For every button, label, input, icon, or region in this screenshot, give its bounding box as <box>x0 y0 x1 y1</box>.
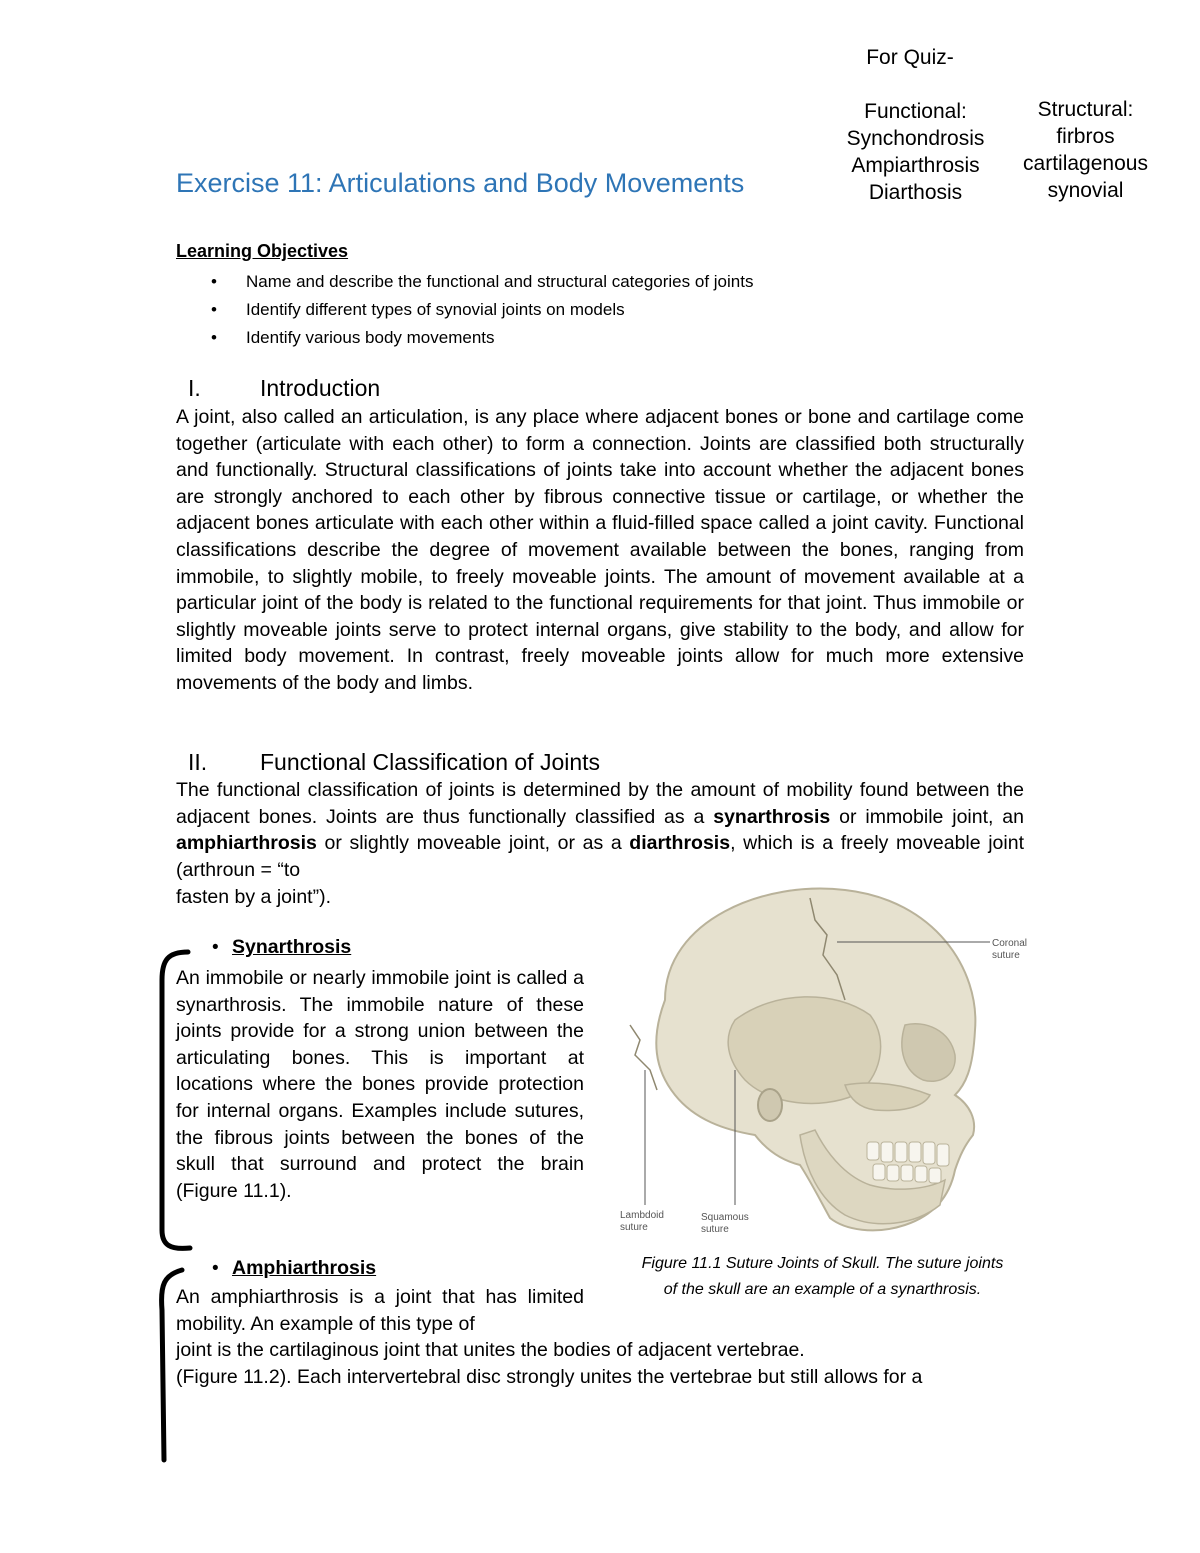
label-lambdoid: Lambdoid <box>620 1210 664 1221</box>
section-number: I. <box>188 375 201 401</box>
quiz-structural-item: firbros <box>1056 125 1115 148</box>
quiz-structural-column <box>1008 96 1163 204</box>
caption-line: Figure 11.1 Suture Joints of Skull. The suture joints <box>641 1255 1004 1272</box>
label-squamous: Squamous <box>701 1212 749 1223</box>
quiz-functional-item: Diarthosis <box>868 181 963 204</box>
list-item <box>176 296 753 324</box>
bullet-icon: • <box>212 1258 219 1279</box>
text-run: The functional classification of joints is determined by the amount of mobility found between the adjacent bones. Joints are thus functionally classified as a <box>176 779 1024 828</box>
figure-caption <box>610 1251 1035 1303</box>
tooth <box>873 1164 885 1180</box>
quiz-structural-heading: Structural: <box>1037 98 1134 121</box>
list-item <box>176 324 753 352</box>
list-item <box>176 268 753 296</box>
quiz-functional-heading: Functional: <box>864 100 967 123</box>
text-run: , which is a freely moveable joint (arthroun = “to <box>176 832 1024 881</box>
bullet-icon: • <box>212 937 219 958</box>
objective-text: Identify different types of synovial joints on models <box>246 300 625 319</box>
term-synarthrosis: synarthrosis <box>713 805 831 828</box>
functional-heading <box>188 749 600 776</box>
text-line: joint is the cartilaginous joint that unites the bodies of adjacent vertebrae. <box>176 1339 805 1361</box>
label-coronal: Coronal <box>992 938 1028 949</box>
objective-text: Identify various body movements <box>246 328 495 347</box>
quiz-functional-column <box>828 98 1003 206</box>
tooth <box>915 1166 927 1182</box>
synarthrosis-heading: Synarthrosis <box>232 936 352 958</box>
intro-heading <box>188 375 380 402</box>
quiz-title: For Quiz- <box>866 46 954 69</box>
intro-paragraph: A joint, also called an articulation, is any place where adjacent bones or bone and cartilage come together (articulate with each other) to form a connection. Joints are classified both structurally and functionally. Structural classifications of joints take into account whether the adjacent bones are strongly anchored to each other by fibrous connective tissue or cartilage, or whether the adjacent bones articulate with each other within a fluid-filled space called a joint cavity. Functional classifications describe the degree of movement available between the bones, ranging from immobile, to slightly mobile, to freely moveable joints. The amount of movement available at a particular joint of the body is related to the functional requirements for that joint. Thus immobile or slightly moveable joints serve to protect internal organs, give stability to the body, and allow for limited body movement. In contrast, freely moveable joints allow for much more extensive movements of the body and limbs. <box>176 406 1024 694</box>
section-title: Functional Classification of Joints <box>260 749 601 775</box>
bullet-icon: • <box>211 300 217 319</box>
tooth <box>909 1142 921 1162</box>
tooth <box>867 1142 879 1160</box>
section-number: II. <box>188 749 208 775</box>
page-title: Exercise 11: Articulations and Body Movements <box>176 168 745 198</box>
objectives-heading: Learning Objectives <box>176 241 349 261</box>
quiz-structural-item: cartilagenous <box>1023 152 1148 175</box>
quiz-functional-item: Ampiarthrosis <box>851 154 980 177</box>
quiz-structural-item: synovial <box>1047 179 1124 202</box>
objective-text: Name and describe the functional and structural categories of joints <box>246 272 754 291</box>
caption-line: of the skull are an example of a synarthrosis. <box>663 1281 982 1298</box>
tooth <box>901 1165 913 1181</box>
synarthrosis-paragraph: An immobile or nearly immobile joint is called a synarthrosis. The immobile nature of these joints provide for a strong union between the articulating bones. This is important at locations where the bones provide protection for internal organs. Examples include sutures, the fibrous joints between the bones of the skull that surround and protect the brain (Figure 11.1). <box>176 967 584 1202</box>
tooth <box>929 1168 941 1183</box>
ear-canal <box>758 1089 782 1121</box>
amphiarthrosis-heading: Amphiarthrosis <box>232 1257 377 1279</box>
term-amphiarthrosis: amphiarthrosis <box>176 832 317 855</box>
text-line: (Figure 11.2). Each intervertebral disc strongly unites the vertebrae but still allows for a <box>176 1365 923 1388</box>
term-diarthrosis: diarthrosis <box>629 832 731 855</box>
label-squamous-suture: suture <box>701 1224 729 1235</box>
bullet-icon: • <box>211 328 217 347</box>
objectives-list <box>176 268 753 352</box>
functional-paragraph-end: fasten by a joint”). <box>176 886 331 908</box>
label-coronal-suture: suture <box>992 950 1020 961</box>
section-title: Introduction <box>260 375 381 401</box>
text-run: or slightly moveable joint, or as a <box>316 832 630 855</box>
amphiarthrosis-paragraph-cont <box>176 1337 1024 1390</box>
skull-figure <box>605 880 1045 1240</box>
tooth <box>923 1142 935 1164</box>
bullet-icon: • <box>211 272 217 291</box>
label-lambdoid-suture: suture <box>620 1222 648 1233</box>
tooth <box>881 1142 893 1162</box>
amphiarthrosis-paragraph: An amphiarthrosis is a joint that has limited mobility. An example of this type of <box>176 1286 584 1335</box>
synarthrosis-heading-row <box>212 936 351 959</box>
lambdoid-suture-line <box>630 1025 657 1090</box>
tooth <box>895 1142 907 1162</box>
functional-paragraph <box>176 777 1024 883</box>
tooth <box>937 1144 949 1166</box>
quiz-functional-item: Synchondrosis <box>846 127 985 150</box>
tooth <box>887 1165 899 1181</box>
text-run: or immobile joint, an <box>830 805 1024 828</box>
amphiarthrosis-heading-row <box>212 1257 376 1280</box>
